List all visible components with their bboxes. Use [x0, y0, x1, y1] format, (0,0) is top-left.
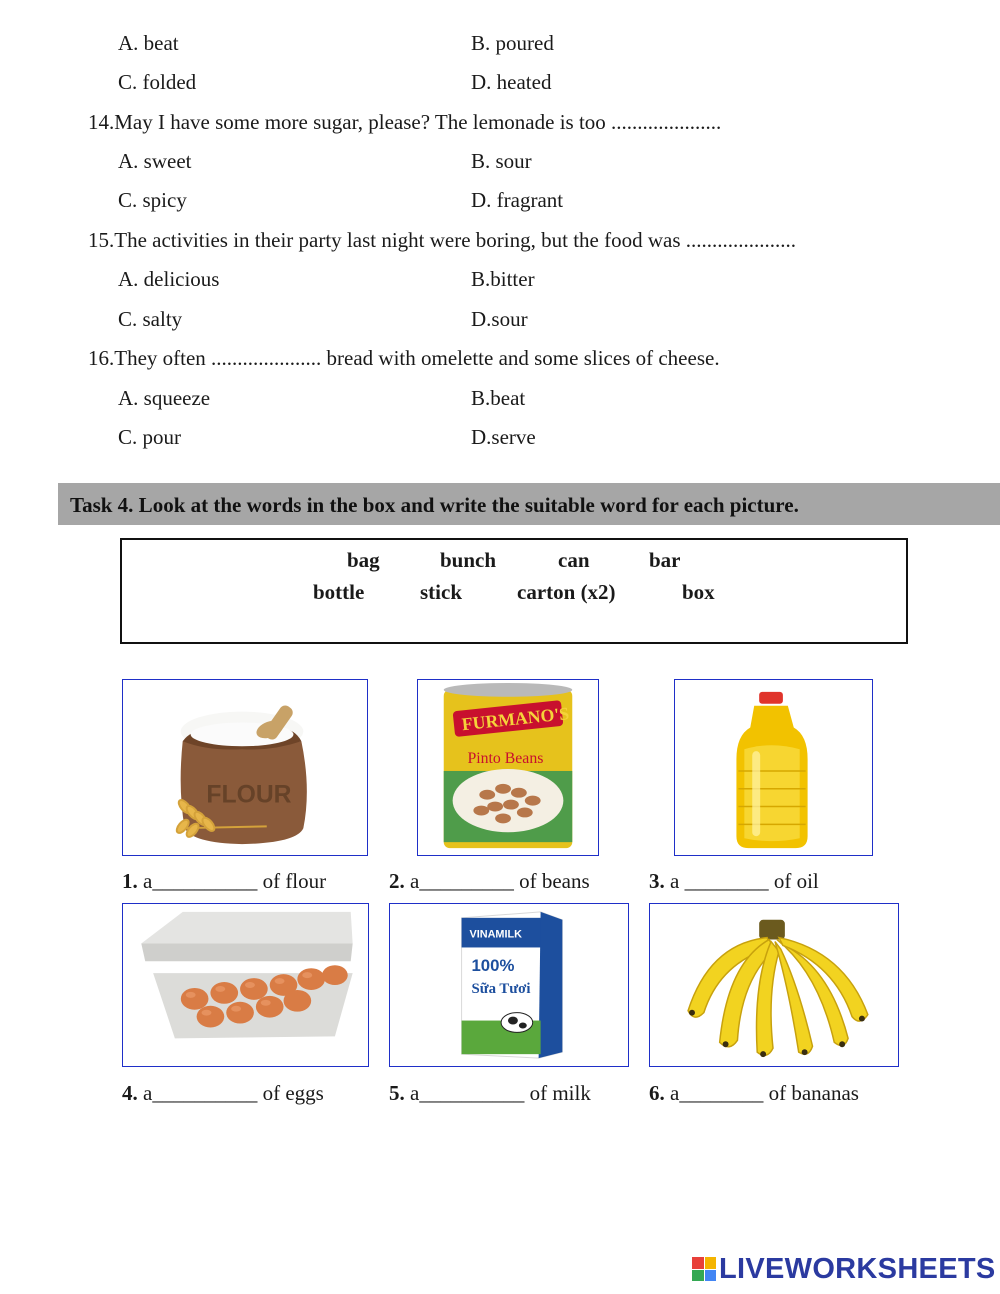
milk-carton-image: [389, 903, 629, 1067]
word-bottle: bottle: [313, 580, 365, 604]
q16-option-d: D.serve: [471, 425, 536, 449]
q14-option-b: B. sour: [471, 149, 532, 173]
q13-option-c: C. folded: [118, 70, 197, 94]
word-carton: carton (x2): [517, 580, 616, 604]
q15-option-d: D.sour: [471, 307, 528, 331]
word-bar: bar: [649, 548, 681, 572]
caption-5: 5. a__________ of milk: [389, 1081, 591, 1105]
word-stick: stick: [420, 580, 462, 604]
q16-option-b: B.beat: [471, 386, 526, 410]
q13-option-d: D. heated: [471, 70, 552, 94]
word-bag: bag: [347, 548, 380, 572]
q14-option-c: C. spicy: [118, 188, 187, 212]
task4-title: Task 4. Look at the words in the box and write the suitable word for each picture.: [70, 493, 799, 517]
caption-6: 6. a________ of bananas: [649, 1081, 859, 1105]
q15-stem: 15.The activities in their party last night were boring, but the food was .....................: [88, 228, 797, 252]
q15-option-c: C. salty: [118, 307, 183, 331]
q13-option-a: A. beat: [118, 31, 179, 55]
flour-sack-image: [122, 679, 368, 856]
can-brand: FURMANO'S: [460, 703, 571, 735]
caption-1: 1. a__________ of flour: [122, 869, 327, 893]
banana-bunch-image: [649, 903, 899, 1067]
flour-label: FLOUR: [206, 781, 292, 809]
word-can: can: [558, 548, 590, 572]
q16-option-c: C. pour: [118, 425, 181, 449]
caption-3: 3. a ________ of oil: [649, 869, 819, 893]
q16-option-a: A. squeeze: [118, 386, 211, 410]
q14-stem: 14.May I have some more sugar, please? The lemonade is too .....................: [88, 110, 722, 134]
liveworksheets-logo[interactable]: [692, 1254, 996, 1284]
oil-bottle-image: [674, 679, 873, 856]
milk-name: Sữa Tươi: [471, 980, 531, 997]
word-bunch: bunch: [440, 548, 497, 572]
q14-option-d: D. fragrant: [471, 188, 564, 212]
q15-option-a: A. delicious: [118, 267, 220, 291]
q13-option-b: B. poured: [471, 31, 554, 55]
q14-option-a: A. sweet: [118, 149, 192, 173]
milk-brand: VINAMILK: [469, 928, 522, 941]
caption-4: 4. a__________ of eggs: [122, 1081, 324, 1105]
q16-stem: 16.They often ..................... bread with omelette and some slices of cheese.: [88, 346, 720, 370]
word-box-item: box: [682, 580, 715, 604]
can-product: Pinto Beans: [467, 750, 544, 768]
liveworksheets-logo-icon: [692, 1257, 716, 1281]
bean-can-image: [417, 679, 599, 856]
egg-carton-image: [122, 903, 369, 1067]
milk-percent: 100%: [471, 956, 515, 976]
word-box: [120, 538, 908, 644]
caption-2: 2. a_________ of beans: [389, 869, 590, 893]
logo-text: LIVEWORKSHEETS: [719, 1252, 996, 1285]
q15-option-b: B.bitter: [471, 267, 535, 291]
